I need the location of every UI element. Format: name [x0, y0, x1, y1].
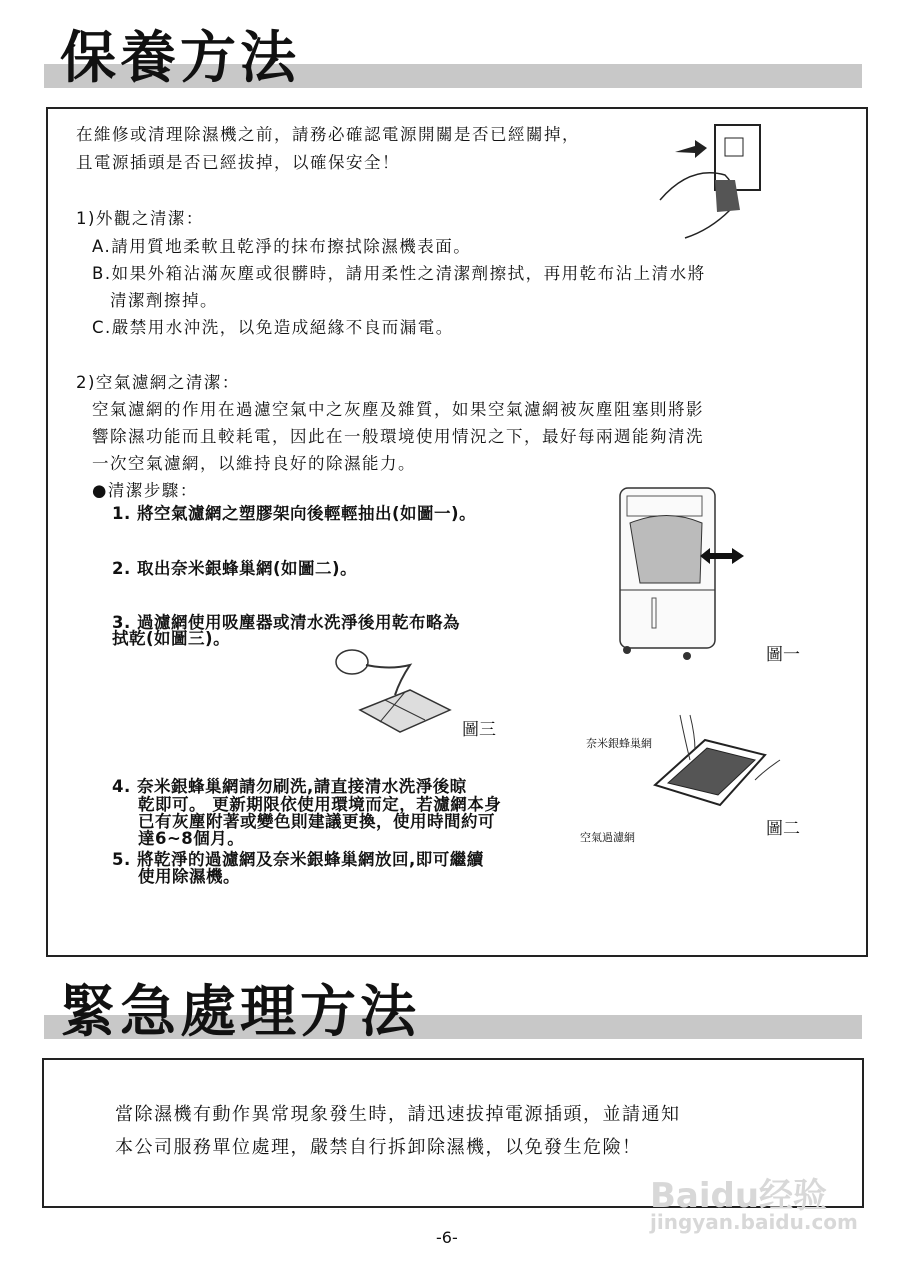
- unplug-illustration: [655, 120, 765, 245]
- step-4: 乾即可。 更新期限依使用環境而定，若濾網本身: [138, 795, 502, 814]
- figure-3-label: 圖三: [462, 720, 496, 740]
- exterior-item: 清潔劑擦掉。: [110, 291, 218, 310]
- air-filter-label: 空氣過濾網: [580, 831, 635, 844]
- filter-desc: 一次空氣濾網，以維持良好的除濕能力。: [92, 454, 416, 473]
- emergency-text: 當除濕機有動作異常現象發生時，請迅速拔掉電源插頭，並請通知: [115, 1104, 681, 1125]
- nano-mesh-label: 奈米銀蜂巢網: [586, 737, 652, 750]
- emergency-text: 本公司服務單位處理，嚴禁自行拆卸除濕機，以免發生危險！: [115, 1137, 642, 1158]
- filter-heading: 2)空氣濾網之清潔：: [76, 373, 240, 392]
- figure-1-label: 圖一: [766, 645, 800, 665]
- step-1: 1. 將空氣濾網之塑膠架向後輕輕抽出(如圖一)。: [112, 504, 477, 523]
- section-title-maintenance: 保養方法: [60, 26, 300, 91]
- warning-line: 在維修或清理除濕機之前，請務必確認電源開關是否已經關掉，: [76, 125, 580, 144]
- step-5: 使用除濕機。: [138, 867, 240, 886]
- step-3: 拭乾(如圖三)。: [112, 629, 231, 648]
- page-number: -6-: [436, 1228, 458, 1247]
- warning-line: 且電源插頭是否已經拔掉，以確保安全！: [76, 153, 400, 172]
- filter-desc: 響除濕功能而且較耗電，因此在一般環境使用情況之下，最好每兩週能夠清洗: [92, 427, 704, 446]
- figure-2-label: 圖二: [766, 819, 800, 839]
- step-3: 3. 過濾網使用吸塵器或清水洗淨後用乾布略為: [112, 613, 460, 632]
- nano-filter-illustration: [650, 710, 790, 810]
- dehumidifier-illustration: [612, 478, 752, 663]
- watermark-url: jingyan.baidu.com: [650, 1210, 858, 1234]
- section-title-emergency: 緊急處理方法: [60, 980, 420, 1045]
- exterior-item: C.嚴禁用水沖洗，以免造成絕緣不良而漏電。: [92, 318, 454, 337]
- step-5: 5. 將乾淨的過濾網及奈米銀蜂巢網放回,即可繼續: [112, 850, 484, 869]
- step-4: 達6~8個月。: [138, 829, 245, 848]
- vacuum-filter-illustration: [330, 640, 460, 735]
- exterior-item: B.如果外箱沾滿灰塵或很髒時，請用柔性之清潔劑擦拭，再用乾布沾上清水將: [92, 264, 706, 283]
- exterior-heading: 1)外觀之清潔：: [76, 209, 204, 228]
- filter-desc: 空氣濾網的作用在過濾空氣中之灰塵及雜質，如果空氣濾網被灰塵阻塞則將影: [92, 400, 704, 419]
- step-2: 2. 取出奈米銀蜂巢網(如圖二)。: [112, 559, 358, 578]
- exterior-item: A.請用質地柔軟且乾淨的抹布擦拭除濕機表面。: [92, 237, 472, 256]
- step-4: 4. 奈米銀蜂巢網請勿刷洗,請直接清水洗淨後晾: [112, 777, 467, 796]
- watermark-logo: Baidu经验: [650, 1176, 828, 1216]
- steps-heading: ●清潔步驟：: [92, 481, 198, 500]
- step-4: 已有灰塵附著或變色則建議更換，使用時間約可: [138, 812, 495, 831]
